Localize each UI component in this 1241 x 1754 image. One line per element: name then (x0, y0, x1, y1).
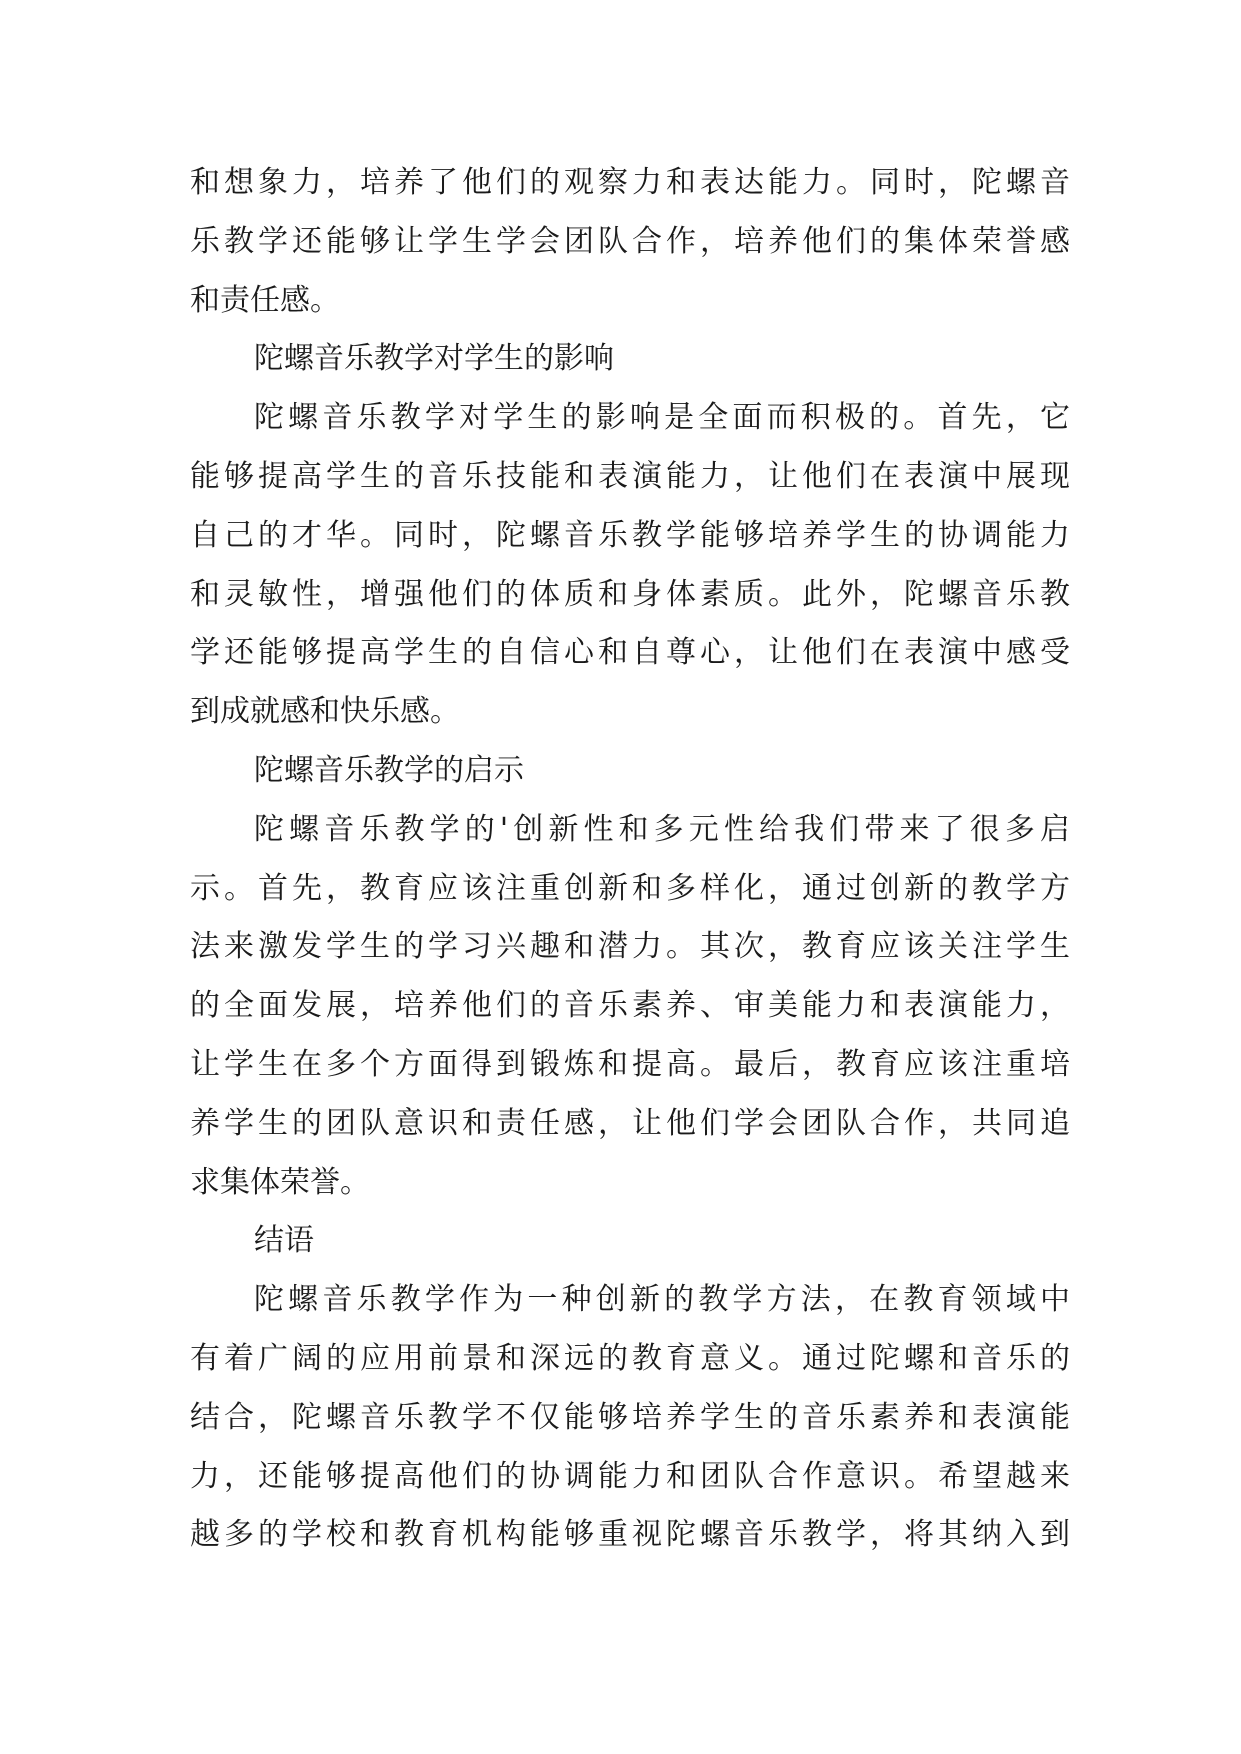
paragraph-line: 自己的才华。同时，陀螺音乐教学能够培养学生的协调能力 (190, 517, 1070, 553)
paragraph-line: 养学生的团队意识和责任感，让他们学会团队合作，共同追 (190, 1105, 1070, 1141)
paragraph-line: 乐教学还能够让学生学会团队合作，培养他们的集体荣誉感 (190, 223, 1070, 259)
section-heading: 结语 (254, 1223, 314, 1259)
paragraph-line: 求集体荣誉。 (190, 1164, 370, 1200)
paragraph-line: 的全面发展，培养他们的音乐素养、审美能力和表演能力， (190, 988, 1070, 1024)
paragraph-line: 越多的学校和教育机构能够重视陀螺音乐教学，将其纳入到 (190, 1517, 1070, 1553)
section-heading: 陀螺音乐教学的启示 (254, 752, 524, 788)
paragraph-line: 有着广阔的应用前景和深远的教育意义。通过陀螺和音乐的 (190, 1340, 1070, 1376)
body-text (190, 154, 1070, 1565)
paragraph-line: 力，还能够提高他们的协调能力和团队合作意识。希望越来 (190, 1458, 1070, 1494)
paragraph-line: 法来激发学生的学习兴趣和潜力。其次，教育应该关注学生 (190, 929, 1070, 965)
paragraph-line: 陀螺音乐教学作为一种创新的教学方法，在教育领域中 (254, 1282, 1070, 1318)
paragraph-line: 和想象力，培养了他们的观察力和表达能力。同时，陀螺音 (190, 165, 1070, 200)
paragraph-line: 示。首先，教育应该注重创新和多样化，通过创新的教学方 (190, 870, 1070, 906)
paragraph-line: 和灵敏性，增强他们的体质和身体素质。此外，陀螺音乐教 (190, 576, 1070, 612)
paragraph-line: 能够提高学生的音乐技能和表演能力，让他们在表演中展现 (190, 458, 1070, 494)
section-heading: 陀螺音乐教学对学生的影响 (254, 341, 614, 377)
paragraph-line: 学还能够提高学生的自信心和自尊心，让他们在表演中感受 (190, 635, 1070, 671)
paragraph-line: 陀螺音乐教学的'创新性和多元性给我们带来了很多启 (254, 811, 1070, 847)
paragraph-line: 陀螺音乐教学对学生的影响是全面而积极的。首先，它 (254, 400, 1070, 436)
paragraph-line: 到成就感和快乐感。 (190, 694, 460, 730)
paragraph-line: 和责任感。 (190, 282, 340, 318)
paragraph-line: 让学生在多个方面得到锻炼和提高。最后，教育应该注重培 (190, 1046, 1070, 1082)
paragraph-line: 结合，陀螺音乐教学不仅能够培养学生的音乐素养和表演能 (190, 1399, 1070, 1435)
